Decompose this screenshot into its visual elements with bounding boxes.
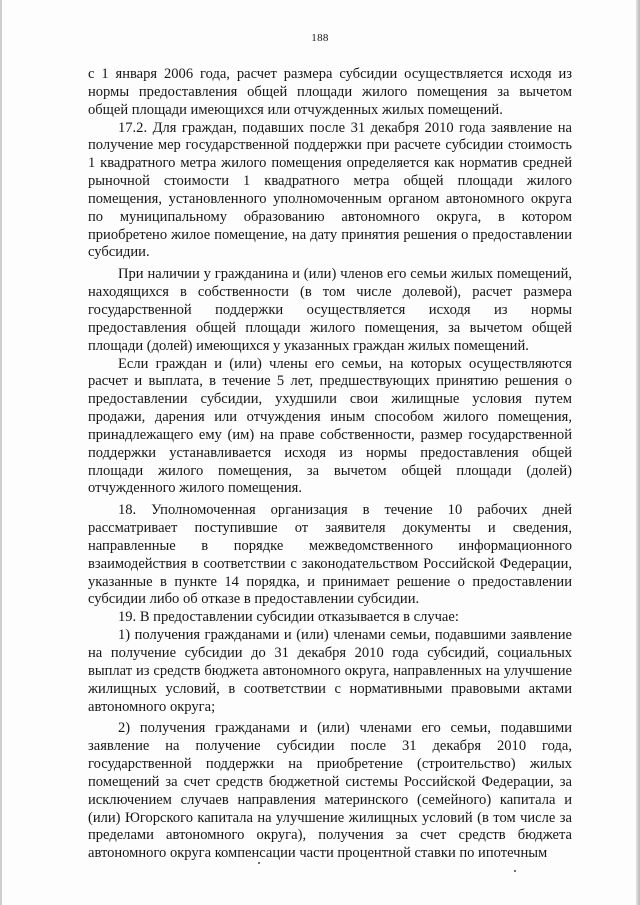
paragraph-1: с 1 января 2006 года, расчет размера субсидии осуществляется исходя из нормы предоставления общей площади жилого помещения за вычетом общей площади имеющихся или отчужденных жилых помещений. [88,66,572,118]
page-left-edge [0,0,2,905]
paragraph-3: При наличии у гражданина и (или) членов его семьи жилых помещений, находящихся в собственности (в том числе долевой), расчет размера государственной поддержки осуществляется исходя из нормы предоставления общей площади жилого помещения, за вычетом общей площади (долей) имеющихся у указанных граждан жилых помещений. [88,266,572,354]
paragraph-4: Если граждан и (или) члены его семьи, на которых осуществляются расчет и выплата, в течение 5 лет, предшествующих принятию решения о предоставлении субсидии, ухудшили свои жилищные условия путем продажи, дарения или отчуждения иным способом жилого помещения, принадлежащего ему (им) на праве собственности, размер государственной поддержки устанавливается исходя из нормы предоставления общей площади жилого помещения, за вычетом общей площади (долей) отчужденного жилого помещения. [88,355,572,497]
document-body [88,66,572,863]
paragraph-5: 18. Уполномоченная организация в течение 10 рабочих дней рассматривает поступившие от заявителя документы и сведения, направленные в порядке межведомственного информационного взаимодействия в соответствии с законодательством Российской Федерации, указанные в пункте 14 порядка, и принимает решение о предоставлении субсидии либо об отказе в предоставлении субсидии. [88,502,572,608]
scan-speck [514,870,516,872]
paragraph-7: 1) получения гражданами и (или) членами семьи, подавшими заявление на получение субсидии до 31 декабря 2010 года субсидий, социальных выплат из средств бюджета автономного округа, направленных на улучшение жилищных условий, в соответствии с нормативными правовыми актами автономного округа; [88,627,572,715]
paragraph-6: 19. В предоставлении субсидии отказывается в случае: [118,609,459,626]
page-right-edge [636,0,640,905]
scan-speck [258,862,260,864]
paragraph-8: 2) получения гражданами и (или) членами его семьи, подавшими заявление на получение субсидии после 31 декабря 2010 года, государственной поддержки на приобретение (строительство) жилых помещений за счет средств бюджетной системы Российской Федерации, за исключением случаев направления материнского (семейного) капитала и (или) Югорского капитала на улучшение жилищных условий (в том числе за пределами автономного округа), получения за счет средств бюджета автономного округа компенсации части процентной ставки по ипотечным [88,720,572,862]
paragraph-2: 17.2. Для граждан, подавших после 31 декабря 2010 года заявление на получение мер государственной поддержки при расчете субсидии стоимость 1 квадратного метра жилого помещения определяется как норматив средней рыночной стоимости 1 квадратного метра общей площади жилого помещения, установленного уполномоченным органом автономного округа по муниципальному образованию автономного округа, в котором приобретено жилое помещение, на дату принятия решения о предоставлении субсидии. [88,119,572,261]
page-number: 188 [311,32,329,44]
